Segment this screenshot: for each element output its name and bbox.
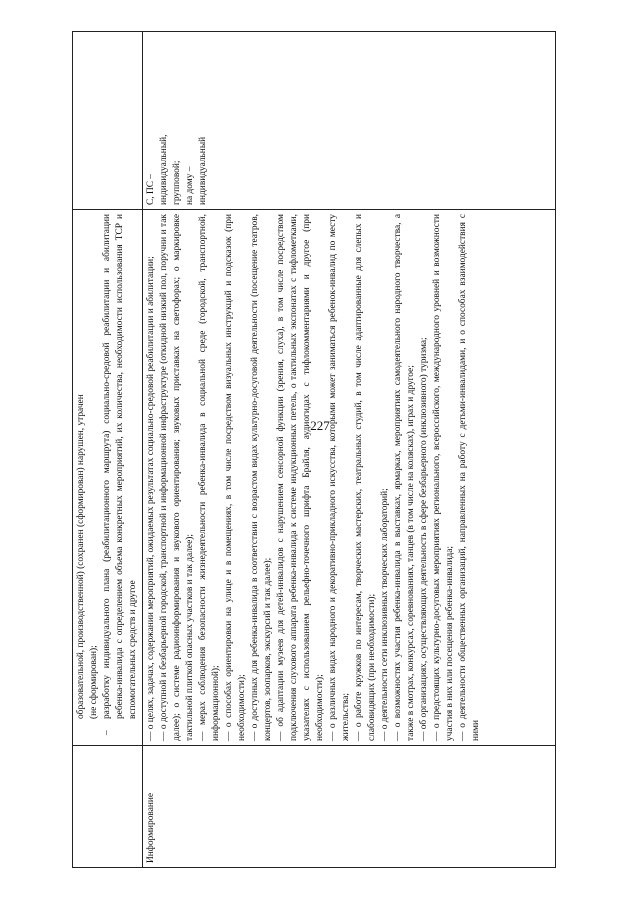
table-row-continuation <box>73 32 143 868</box>
list-item-bullet <box>101 214 140 741</box>
format-line: на дому – <box>185 166 195 205</box>
list-item: — о деятельности сети инклюзивных творческих лабораторий; <box>380 488 390 741</box>
list-item: — о целях, задачах, содержании мероприятий, ожидаемых результатах социально-средовой реабилитации и абилитации; <box>146 256 156 741</box>
list-item: — об адаптации музеев для детей-инвалидов с нарушением сенсорной функции (зрения, слуха), в том числе посредством подключения слухового аппарата ребенка-инвалида к системе индукционных петель, о тактильных экспонатах с тифлометками, указателях с использованием рельефно-точечного шрифта Брайля, аудиогидах с тифлокомментариями и другое (при необходимости); <box>276 214 325 741</box>
list-item: (не сформирован); <box>89 645 99 719</box>
bullet-text: разработку индивидуального плана (реабилитационного маршрута) социально-средовой реабилитации и абилитации ребенка-инвалида с определением объема конкретных мероприятий, их количества, необходимости использования ТСР и вспомогательных средств и другое <box>102 214 138 719</box>
list-item: — о способах ориентировки на улице и в помещениях, в том числе посредством визуальных инструкций и подсказок (при необходимости); <box>224 214 247 741</box>
list-item: образовательной, производственной) (сохранен (сформирован) нарушен, утрачен <box>76 394 86 719</box>
list-item: — мерах соблюдения безопасности жизнедеятельности ребенка-инвалида в социальной среде (городской, транспортной, информационной); <box>198 214 221 741</box>
format-line: индивидуальный <box>198 136 208 205</box>
cell-informing-items <box>143 210 556 746</box>
rotated-table-wrapper <box>72 32 556 868</box>
list-item: — о возможностях участия ребенка-инвалида в выставках, ярмарках, мероприятиях самодеятельного народного творчества, а также в смотрах, конкурсах, соревнованиях, танцев (в том числе на колясках), играх и другое; <box>393 214 416 741</box>
continuation-list <box>75 214 140 741</box>
services-table <box>72 31 556 868</box>
list-item: — о деятельности общественных организаций, направленных на работу с детьми-инвалидами, и о способах взаимодействия с ними <box>458 214 481 741</box>
page-number: 227 <box>310 418 330 433</box>
dash-marker: – <box>102 730 112 735</box>
cell-empty-left <box>73 746 143 868</box>
cell-service-format <box>143 32 556 210</box>
list-item: — о работе кружков по интересам, творческих мастерских, театральных студий, в том числе адаптированные для слепых и слабовидящих (при необходимости); <box>354 214 377 741</box>
list-item: — об организациях, осуществляющих деятельность в сфере безбарьерного (инклюзивного) туризма; <box>419 337 429 741</box>
format-line: С, ПС – <box>146 174 156 205</box>
list-item: — о различных видах народного и декоративно-прикладного искусства, которыми может заниматься ребенок-инвалид по месту жительства; <box>328 214 351 741</box>
cell-empty-right <box>73 32 143 210</box>
list-item: — о предстоящих культурно-досуговых мероприятиях регионального, всероссийского, международного уровней и возможности участия в них или посещения ребенка-инвалида; <box>432 214 455 741</box>
cell-row-label: Информирование <box>143 746 556 868</box>
list-item: — о доступных для ребенка-инвалида в соответствии с возрастом видах культурно-досуговой деятельности (посещение театров, концертов, зоопарков, экскурсий и так далее); <box>250 214 273 741</box>
table-row-informing <box>143 32 556 868</box>
list-item: — о доступной и безбарьерной городской, транспортной и информационной инфраструктуре (откидной низкий пол, поручни и так далее); о системе радиоинформирования и звукового ориентирования; звуковых приставках на светофорах; о маркировке тактильной плиткой опасных участков и так далее); <box>159 214 195 741</box>
cell-continuation-content <box>73 210 143 746</box>
format-line: групповой; <box>172 160 182 205</box>
format-line: индивидуальный, <box>159 134 169 205</box>
